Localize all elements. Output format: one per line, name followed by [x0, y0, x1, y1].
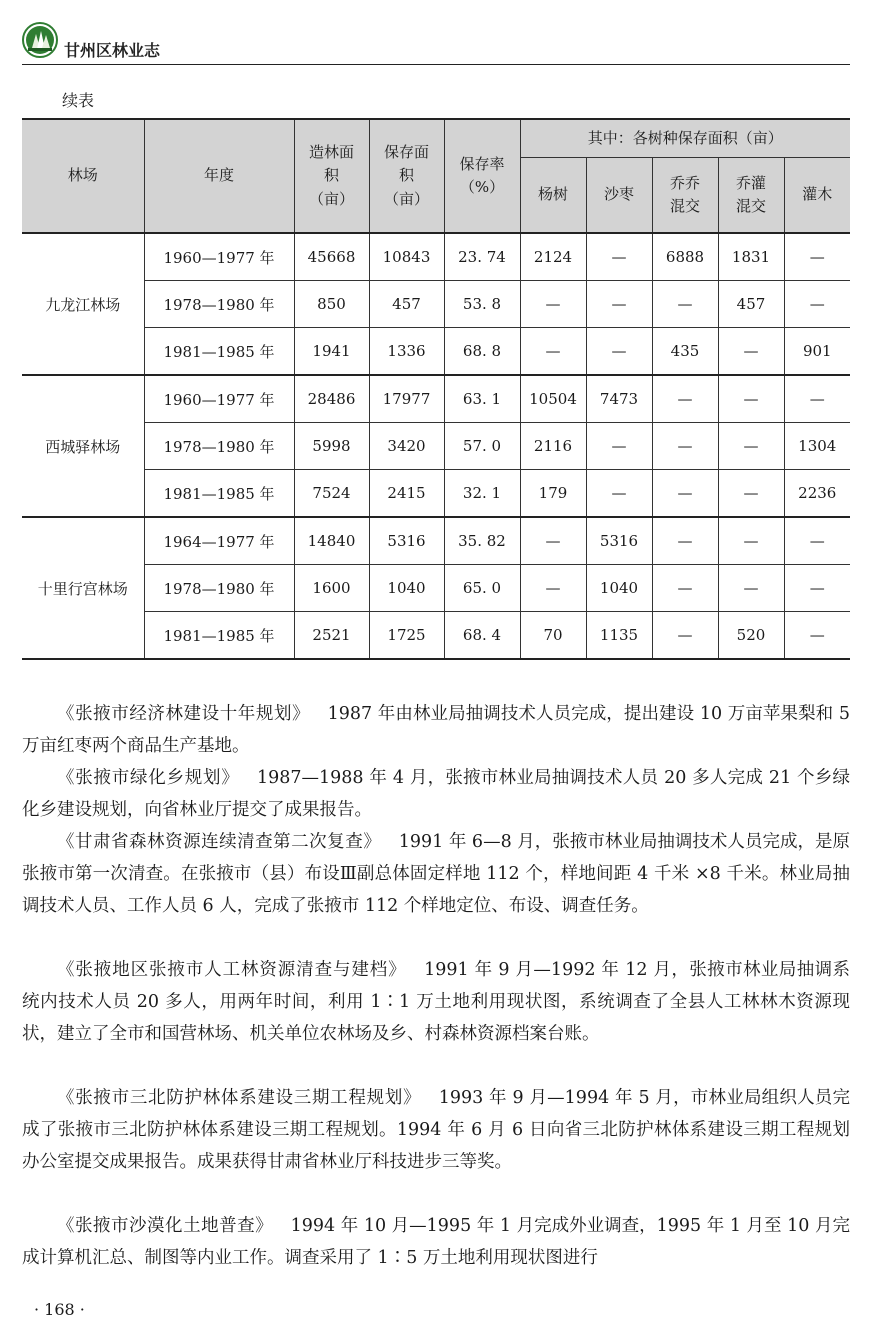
table-cell: 1725 [369, 612, 444, 660]
header-species-poplar: 杨树 [520, 157, 586, 233]
header-species-group: 其中：各树种保存面积（亩） [520, 119, 850, 157]
table-cell: 65. 0 [444, 565, 520, 612]
table-cell: — [586, 233, 652, 281]
header-species-oleaster: 沙枣 [586, 157, 652, 233]
table-cell: 457 [369, 281, 444, 328]
body-paragraph [22, 954, 850, 1050]
table-cell: 1135 [586, 612, 652, 660]
table-cell: 1941 [294, 328, 369, 376]
forest-logo-icon [22, 22, 58, 58]
table-cell: 7524 [294, 470, 369, 518]
paragraph-title: 《张掖市经济林建设十年规划》 [57, 704, 311, 724]
table-cell: 1978—1980 年 [144, 565, 294, 612]
paragraph-title: 《张掖市沙漠化土地普查》 [57, 1216, 274, 1236]
table-cell: 17977 [369, 375, 444, 423]
table-cell: 6888 [652, 233, 718, 281]
table-row [22, 612, 850, 660]
page-header [22, 22, 850, 65]
table-cell: 2236 [784, 470, 850, 518]
table-cell: — [784, 517, 850, 565]
table-row [22, 328, 850, 376]
table-cell: 901 [784, 328, 850, 376]
paragraph-text: 1987—1988 年 4 月，张掖市林业局抽调技术人员 20 多人完成 21 个乡绿化乡建设规划，向省林业厅提交了成果报告。 [22, 768, 850, 820]
header-species-tree-shrub-mix: 乔灌混交 [718, 157, 784, 233]
table-cell: 57. 0 [444, 423, 520, 470]
table-cell: 68. 4 [444, 612, 520, 660]
farm-name-cell: 九龙江林场 [22, 233, 144, 375]
table-cell: — [520, 328, 586, 376]
table-cell: 1981—1985 年 [144, 328, 294, 376]
table-cell: 5998 [294, 423, 369, 470]
header-afforest-area: 造林面积（亩） [294, 119, 369, 233]
table-cell: 179 [520, 470, 586, 518]
table-cell: 68. 8 [444, 328, 520, 376]
table-cell: 1964—1977 年 [144, 517, 294, 565]
table-cell: — [586, 470, 652, 518]
table-cell: — [784, 233, 850, 281]
table-cell: 45668 [294, 233, 369, 281]
table-cell: — [652, 375, 718, 423]
table-cell: — [652, 281, 718, 328]
table-row [22, 375, 850, 423]
table-cell: 1981—1985 年 [144, 612, 294, 660]
table-cell: 14840 [294, 517, 369, 565]
body-paragraph [22, 1210, 850, 1274]
farm-name-cell: 十里行宫林场 [22, 517, 144, 659]
paragraph-title: 《甘肃省森林资源连续清查第二次复查》 [57, 832, 382, 852]
header-preserve-rate: 保存率（%） [444, 119, 520, 233]
table-cell: 435 [652, 328, 718, 376]
table-cell: 1960—1977 年 [144, 233, 294, 281]
header-farm: 林场 [22, 119, 144, 233]
table-cell: 10843 [369, 233, 444, 281]
book-title: 甘州区林业志 [64, 41, 161, 60]
table-cell: 23. 74 [444, 233, 520, 281]
table-cell: — [718, 565, 784, 612]
table-cell: 2415 [369, 470, 444, 518]
table-cell: — [784, 281, 850, 328]
body-paragraph [22, 762, 850, 826]
table-cell: 1978—1980 年 [144, 423, 294, 470]
table-cell: 35. 82 [444, 517, 520, 565]
table-cell: — [520, 517, 586, 565]
table-cell: 1040 [369, 565, 444, 612]
paragraph-text: 1991 年 6—8 月，张掖市林业局抽调技术人员完成，是原张掖市第一次清查。在张掖市（县）布设Ⅲ副总体固定样地 112 个，样地间距 4 千米 ×8 千米。林业局抽调技术人员、工作人员 6 人，完成了张掖市 112 个样地定位、布设、调查任务。 [22, 832, 851, 916]
page-number: · 168 · [34, 1300, 85, 1319]
table-cell: — [718, 517, 784, 565]
table-cell: — [586, 328, 652, 376]
table-cell: 32. 1 [444, 470, 520, 518]
table-cell: 5316 [586, 517, 652, 565]
table-cell: — [784, 612, 850, 660]
table-cell: — [586, 281, 652, 328]
header-species-tree-mix: 乔乔混交 [652, 157, 718, 233]
table-cell: — [652, 423, 718, 470]
table-cell: 1304 [784, 423, 850, 470]
table-cell: 850 [294, 281, 369, 328]
table-cell: — [586, 423, 652, 470]
farm-name-cell: 西城驿林场 [22, 375, 144, 517]
table-cell: — [784, 565, 850, 612]
table-cell: 10504 [520, 375, 586, 423]
table-cell: — [652, 612, 718, 660]
table-row [22, 470, 850, 518]
table-cell: 1040 [586, 565, 652, 612]
afforestation-table [22, 118, 850, 660]
header-preserve-area: 保存面积（亩） [369, 119, 444, 233]
table-cell: 457 [718, 281, 784, 328]
table-cell: 2521 [294, 612, 369, 660]
continued-table-label: 续表 [62, 91, 95, 110]
body-paragraph [22, 1082, 850, 1178]
table-cell: 5316 [369, 517, 444, 565]
table-cell: 70 [520, 612, 586, 660]
body-paragraph [22, 698, 850, 762]
table-cell: 1981—1985 年 [144, 470, 294, 518]
table-cell: — [718, 423, 784, 470]
table-row [22, 565, 850, 612]
header-species-shrub: 灌木 [784, 157, 850, 233]
table-cell: — [520, 281, 586, 328]
table-row [22, 281, 850, 328]
table-cell: 1978—1980 年 [144, 281, 294, 328]
paragraph-text: 1993 年 9 月—1994 年 5 月，市林业局组织人员完成了张掖市三北防护林体系建设三期工程规划。1994 年 6 月 6 日向省三北防护林体系建设三期工程规划办公室提交成果报告。成果获得甘肃省林业厅科技进步三等奖。 [22, 1088, 851, 1172]
table-cell: 1600 [294, 565, 369, 612]
table-cell: 28486 [294, 375, 369, 423]
table-cell: — [718, 470, 784, 518]
paragraph-text: 1994 年 10 月—1995 年 1 月完成外业调查，1995 年 1 月至 10 月完成计算机汇总、制图等内业工作。调查采用了 1∶5 万土地利用现状图进行 [22, 1216, 850, 1268]
table-cell: 520 [718, 612, 784, 660]
table-cell: 2124 [520, 233, 586, 281]
table-cell: 1831 [718, 233, 784, 281]
paragraph-text: 1987 年由林业局抽调技术人员完成，提出建设 10 万亩苹果梨和 5 万亩红枣两个商品生产基地。 [22, 704, 851, 756]
table-cell: 53. 8 [444, 281, 520, 328]
table-cell: 1336 [369, 328, 444, 376]
table-cell: 63. 1 [444, 375, 520, 423]
table-cell: — [652, 517, 718, 565]
table-cell: — [652, 565, 718, 612]
table-cell: — [784, 375, 850, 423]
table-cell: 7473 [586, 375, 652, 423]
body-paragraph [22, 826, 850, 922]
table-cell: 3420 [369, 423, 444, 470]
paragraph-text: 1991 年 9 月—1992 年 12 月，张掖市林业局抽调系统内技术人员 20 多人，用两年时间，利用 1∶1 万土地利用现状图，系统调查了全县人工林林木资源现状，建立了全市和国营林场、机关单位农林场及乡、村森林资源档案台账。 [22, 960, 850, 1044]
paragraph-title: 《张掖市三北防护林体系建设三期工程规划》 [57, 1088, 422, 1108]
table-cell: — [718, 328, 784, 376]
paragraph-title: 《张掖地区张掖市人工林资源清查与建档》 [57, 960, 407, 980]
table-cell: 1960—1977 年 [144, 375, 294, 423]
table-cell: — [718, 375, 784, 423]
paragraph-title: 《张掖市绿化乡规划》 [57, 768, 240, 788]
table-cell: 2116 [520, 423, 586, 470]
table-row [22, 423, 850, 470]
header-period: 年度 [144, 119, 294, 233]
table-cell: — [520, 565, 586, 612]
table-cell: — [652, 470, 718, 518]
table-row [22, 517, 850, 565]
table-row [22, 233, 850, 281]
